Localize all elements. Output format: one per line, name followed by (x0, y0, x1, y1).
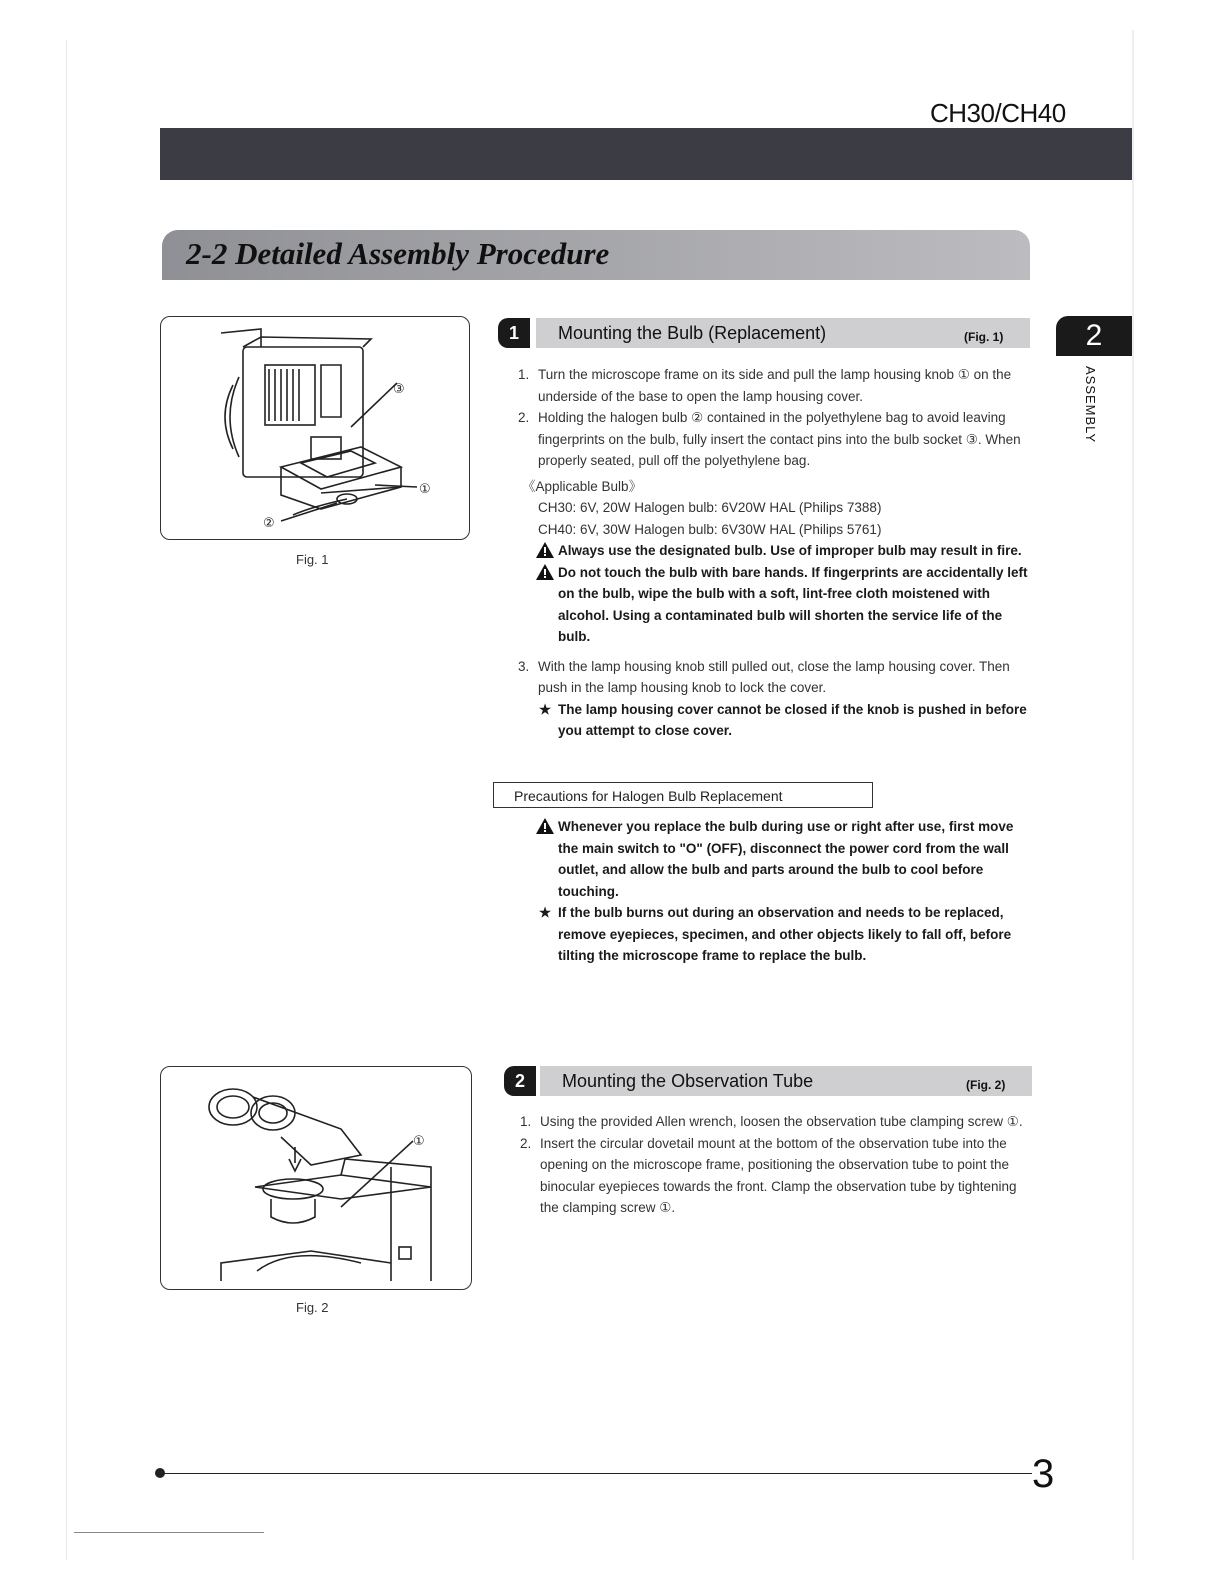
warning-designated-bulb: Always use the designated bulb. Use of improper bulb may result in fire. (536, 540, 1032, 562)
scan-edge-left (66, 40, 67, 1560)
applicable-bulb-heading: 《Applicable Bulb》 (522, 478, 643, 494)
model-name: CH30/CH40 (930, 98, 1066, 128)
step-1-title: Mounting the Bulb (Replacement) (558, 323, 827, 343)
list-item: 2. Insert the circular dovetail mount at the bottom of the observation tube into the opening on the microscope frame, positioning the observation tube to point the binocular eyepieces towards the front. Clamp the observation tube by tightening the clamping screw ①. (520, 1135, 1017, 1215)
bulb-ch30: CH30: 6V, 20W Halogen bulb: 6V20W HAL (Philips 7388) (538, 500, 882, 515)
scan-line-bottom (74, 1532, 264, 1533)
page-number: 3 (1032, 1452, 1055, 1496)
footer-rule (160, 1473, 1032, 1474)
figure-1 (160, 316, 470, 540)
warning-bulb-replace: Whenever you replace the bulb during use or right after use, first move the main switch to "O" (OFF), disconnect the power cord from the wall outlet, and allow the bulb and parts around the bulb to cool before touching. (536, 816, 1032, 902)
list-item: 3. With the lamp housing knob still pulled out, close the lamp housing cover. Then push in the lamp housing knob to lock the cover. (518, 658, 1010, 695)
callout-2: ② (263, 516, 275, 531)
step-1-list (518, 364, 1032, 472)
warning-bare-hands: Do not touch the bulb with bare hands. If fingerprints are accidentally left on the bulb, wipe the bulb with a soft, lint-free cloth moistened with alcohol. Using a contaminated bulb will shorten the service life of the bulb. (536, 562, 1032, 648)
scan-edge-right (1132, 30, 1134, 1560)
callout-3: ③ (393, 382, 405, 397)
warning-icon (536, 542, 554, 558)
warning-icon (536, 564, 554, 580)
list-item: 2. Holding the halogen bulb ② contained in the polyethylene bag to avoid leaving fingerprints on the bulb, fully insert the contact pins into the bulb socket ③. When properly seated, pull off the polyethylene bag. (518, 410, 1021, 468)
note-bulb-burnout: ★ If the bulb burns out during an observation and needs to be replaced, remove eyepieces, specimen, and other objects likely to fall off, before tilting the microscope frame to replace the bulb. (536, 902, 1032, 967)
step-1-list-cont (518, 656, 1032, 699)
star-icon: ★ (539, 905, 552, 920)
figure-2 (160, 1066, 472, 1290)
callout-1: ① (419, 482, 431, 497)
step-2-number: 2 (504, 1066, 536, 1096)
figure-2-caption: Fig. 2 (296, 1300, 329, 1315)
step-2-title: Mounting the Observation Tube (562, 1071, 814, 1091)
callout-1-fig2: ① (413, 1134, 425, 1149)
lamp-housing-illustration (161, 317, 469, 539)
star-icon: ★ (539, 701, 552, 717)
step-2-fig-ref: (Fig. 2) (966, 1078, 1006, 1092)
precautions-title: Precautions for Halogen Bulb Replacement (493, 782, 873, 808)
step-2-list (520, 1111, 1032, 1219)
observation-tube-illustration (161, 1067, 471, 1289)
precautions-body (536, 816, 1032, 967)
bulb-ch40: CH40: 6V, 30W Halogen bulb: 6V30W HAL (Philips 5761) (538, 521, 882, 537)
figure-1-caption: Fig. 1 (296, 552, 329, 567)
step-1-fig-ref: (Fig. 1) (964, 330, 1004, 344)
list-item: 1. Using the provided Allen wrench, loosen the observation tube clamping screw ①. (520, 1114, 1023, 1129)
note-lamp-cover: ★ The lamp housing cover cannot be closed if the knob is pushed in before you attempt to close cover. (536, 699, 1032, 742)
section-title: 2-2 Detailed Assembly Procedure (186, 236, 610, 271)
chapter-tab: 2 (1056, 316, 1132, 356)
step-1-number: 1 (498, 318, 530, 348)
list-item: 1. Turn the microscope frame on its side and pull the lamp housing knob ① on the underside of the base to open the lamp housing cover. (518, 367, 1012, 404)
step-2-body (520, 1111, 1032, 1219)
warning-icon (536, 818, 554, 834)
step-1-body (518, 364, 1032, 742)
header-bar (160, 128, 1132, 180)
chapter-label: ASSEMBLY (1083, 366, 1098, 444)
